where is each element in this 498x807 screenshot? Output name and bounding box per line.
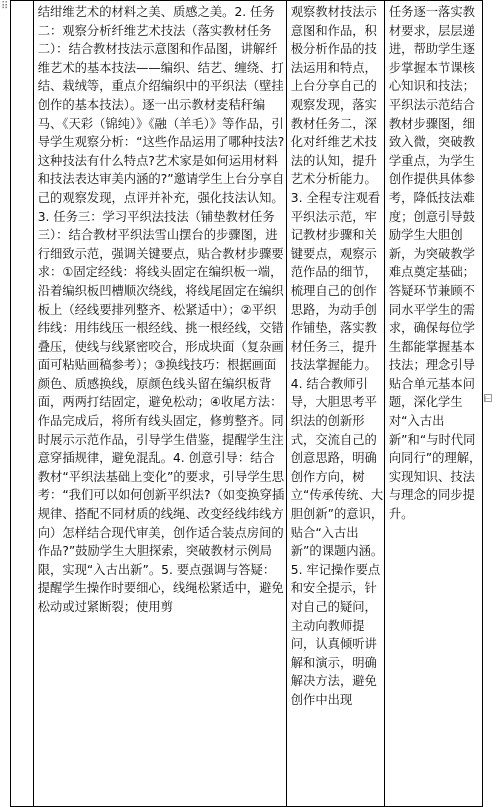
page-side-marker-icon: ⊢ (485, 395, 492, 403)
design-intent-text: 任务逐一落实教材要求，层层递进，帮助学生逐步掌握本节课核心知识和技法；平织法示范结合教材步骤图，细致入微，突破教学重点，为学生创作提供具体参考，降低技法难度；创意引导鼓励学生大胆创新，为突破教学难点奠定基础；答疑环节兼顾不同水平学生的需求，确保每位学生都能掌握基本技法；理念引导贴合单元基本问题，深化学生对“入古出新”和“与时代同向同行”的理解，实现知识、技法与理念的同步提升。 (388, 5, 482, 522)
table-cell-empty (11, 1, 34, 807)
teacher-activity-text: 结绀维艺术的材料之美、质感之美。2. 任务二：观察分析纤维艺术技法（落实教材任务二）：结合教材技法示意图和作品图，讲解纤维艺术的基本技法——编织、结艺、缠绕、打结、栽绒等，重点介绍编织中的平织法（壁挂创作的基本技法）。逐一出示教材麦秸秆编马、《天彩（锦纯）》《融（羊毛）》等作品，引导学生观察分析：“这些作品运用了哪种技法?这种技法有什么特点?艺术家是如何运用材料和技法表达审美内涵的?”邀请学生上台分享自己的观察发现，点评并补充，强化技法认知。3. 任务三：学习平织法技法（铺垫教材任务三）：结合教材平织法雪山摆台的步骤图，进行细致示范，强调关键要点，贴合教材步骤要求：①固定经线：将线头固定在编织板一端，沿着编织板凹槽顺次绕线，将线尾固定在编织板上（经线要排列整齐、松紧适中）；②平织纬线：用纬线压一根经线、挑一根经线，交错叠压，使线与线紧密咬合，形成块面（复杂画面可粘贴画稿参考）；③换线技巧：根据画面颜色、质感换线，原颜色线头留在编织板背面，两两打结固定，避免松动；④收尾方法：作品完成后，将所有线头固定，修剪整齐。同时展示示范作品，引导学生借鉴，提醒学生注意穿插规律，避免混乱。4. 创意引导：结合教材“平织法基础上变化”的要求，引导学生思考：“我们可以如何创新平织法?（如变换穿插规律、搭配不同材质的线绳、改变经线纬线方向）怎样结合现代审美，创作适合装点房间的作品?”鼓励学生大胆探索，突破教材示例局限，实现“入古出新”。5. 要点强调与答疑：提醒学生操作时要细心，线绳松紧适中，避免松动或过紧断裂；使用剪 (37, 5, 285, 614)
table-row (11, 1, 483, 807)
student-activity-text: 观察教材技法示意图和作品，积极分析作品的技法运用和特点，上台分享自己的观察发现，落实教材任务二，深化对纤维艺术技法的认知，提升艺术分析能力。3. 全程专注观看平织法示范，牢记教材步骤和关键要点，观察示范作品的细节，梳理自己的创作思路，为动手创作铺垫，落实教材任务三，提升技法掌握能力。4. 结合教师引导，大胆思考平织法的创新形式，交流自己的创意思路，明确创作方向，树立“传承传统、大胆创新”的意识，贴合“入古出新”的课题内涵。5. 牢记操作要点和安全提示，针对自己的疑问，主动向教师提问，认真倾听讲解和演示，明确解决方法，避免创作中出现 (290, 5, 384, 707)
table-cell-design-intent (384, 1, 482, 807)
table-cell-student-activity (286, 1, 384, 807)
table-cell-teacher-activity (33, 1, 286, 807)
lesson-plan-table (10, 0, 483, 807)
table-move-handle-icon[interactable]: ⠿ (1, 1, 9, 12)
